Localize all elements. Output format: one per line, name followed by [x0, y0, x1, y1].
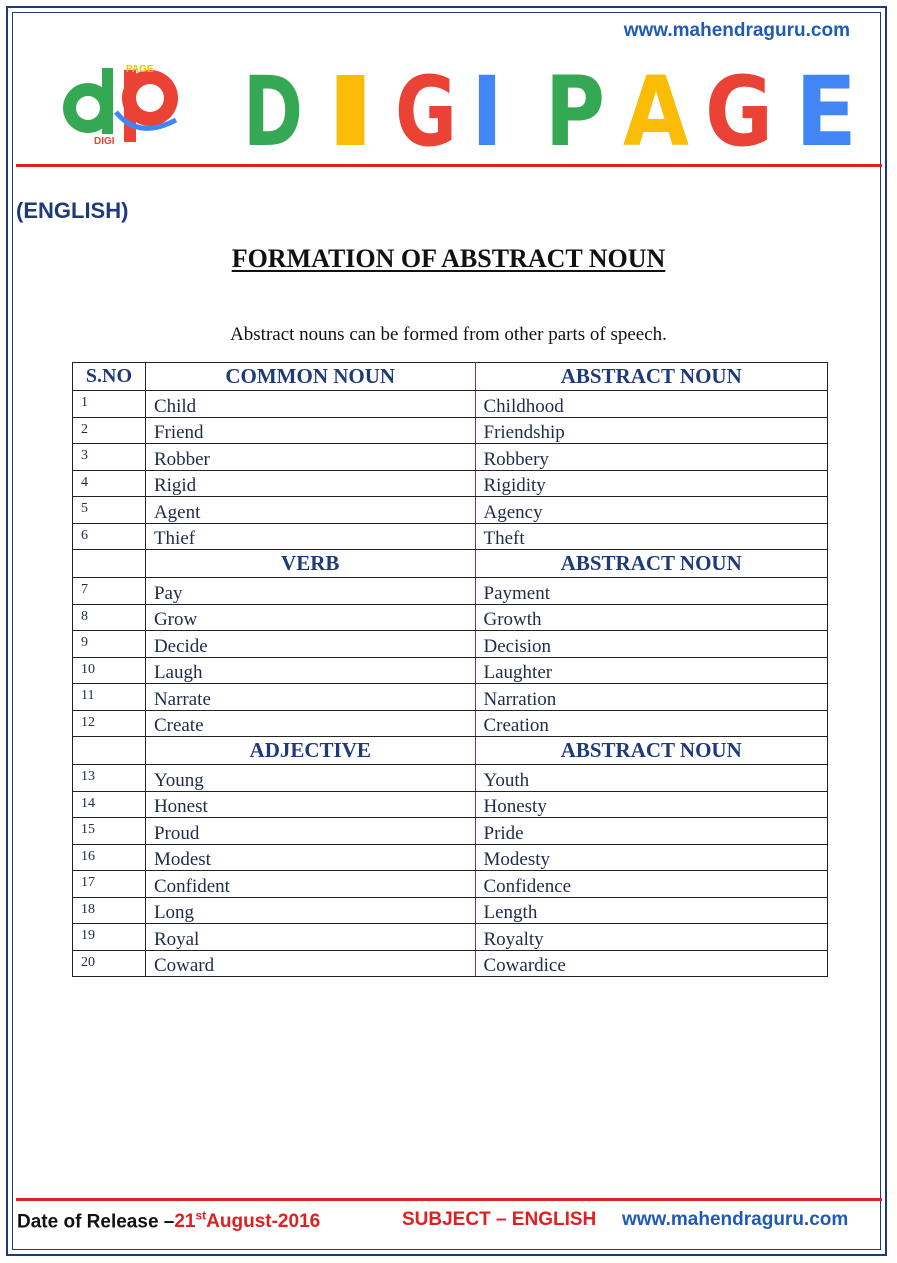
cell-word: Robber	[145, 444, 475, 471]
table-row	[73, 657, 828, 684]
abstract-noun-table	[72, 362, 828, 977]
cell-sno: 18	[73, 897, 146, 924]
cell-sno: 5	[73, 497, 146, 524]
cell-word: Decide	[145, 631, 475, 658]
footer-divider	[16, 1198, 882, 1201]
cell-sno: 16	[73, 844, 146, 871]
digi-page-banner	[243, 60, 863, 150]
cell-abstract-noun: Creation	[475, 710, 828, 737]
banner-letter-e: E	[795, 60, 857, 150]
cell-sno: 6	[73, 523, 146, 550]
header-source-type: ADJECTIVE	[145, 737, 475, 765]
cell-word: Friend	[145, 417, 475, 444]
cell-abstract-noun: Childhood	[475, 391, 828, 418]
table-row	[73, 871, 828, 898]
cell-word: Proud	[145, 818, 475, 845]
cell-word: Create	[145, 710, 475, 737]
cell-abstract-noun: Youth	[475, 765, 828, 792]
logo-text-digi: DIGI	[94, 136, 115, 146]
cell-abstract-noun: Length	[475, 897, 828, 924]
cell-sno: 13	[73, 765, 146, 792]
cell-abstract-noun: Royalty	[475, 924, 828, 951]
table-row	[73, 710, 828, 737]
cell-sno: 19	[73, 924, 146, 951]
cell-abstract-noun: Payment	[475, 578, 828, 605]
header-abstract-noun: ABSTRACT NOUN	[475, 737, 828, 765]
cell-abstract-noun: Theft	[475, 523, 828, 550]
cell-sno: 1	[73, 391, 146, 418]
header-abstract-noun: ABSTRACT NOUN	[475, 363, 828, 391]
section-tag: (ENGLISH)	[16, 198, 129, 223]
cell-word: Laugh	[145, 657, 475, 684]
cell-abstract-noun: Honesty	[475, 791, 828, 818]
cell-word: Narrate	[145, 684, 475, 711]
banner-letter-i1: I	[323, 60, 378, 150]
cell-abstract-noun: Cowardice	[475, 950, 828, 977]
cell-abstract-noun: Narration	[475, 684, 828, 711]
cell-sno: 4	[73, 470, 146, 497]
cell-word: Modest	[145, 844, 475, 871]
cell-sno: 9	[73, 631, 146, 658]
page-title-text: FORMATION OF ABSTRACT NOUN	[231, 244, 666, 273]
cell-sno: 14	[73, 791, 146, 818]
cell-abstract-noun: Modesty	[475, 844, 828, 871]
footer-date-label: Date of Release –	[17, 1211, 175, 1233]
cell-word: Pay	[145, 578, 475, 605]
cell-word: Confident	[145, 871, 475, 898]
cell-word: Young	[145, 765, 475, 792]
header-sno: S.NO	[73, 363, 146, 391]
cell-word: Agent	[145, 497, 475, 524]
table-row	[73, 818, 828, 845]
header-site-url[interactable]: www.mahendraguru.com	[623, 20, 850, 41]
intro-text: Abstract nouns can be formed from other parts of speech.	[230, 324, 667, 345]
cell-sno: 7	[73, 578, 146, 605]
footer-site-url[interactable]: www.mahendraguru.com	[622, 1209, 849, 1230]
cell-sno: 8	[73, 604, 146, 631]
cell-word: Rigid	[145, 470, 475, 497]
cell-abstract-noun: Robbery	[475, 444, 828, 471]
cell-sno: 15	[73, 818, 146, 845]
table-row	[73, 631, 828, 658]
table-row	[73, 765, 828, 792]
banner-letter-d: D	[243, 60, 303, 150]
cell-word: Coward	[145, 950, 475, 977]
cell-abstract-noun: Pride	[475, 818, 828, 845]
header-sno	[73, 737, 146, 765]
footer-release-date	[17, 1209, 320, 1233]
cell-word: Honest	[145, 791, 475, 818]
table-row	[73, 497, 828, 524]
table-group-header	[73, 363, 828, 391]
cell-sno: 11	[73, 684, 146, 711]
header-source-type: VERB	[145, 550, 475, 578]
table-row	[73, 791, 828, 818]
table-row	[73, 684, 828, 711]
banner-letter-p: P	[545, 60, 605, 150]
page-title	[0, 244, 897, 274]
table-row	[73, 578, 828, 605]
cell-abstract-noun: Growth	[475, 604, 828, 631]
banner-letter-i2: I	[471, 60, 503, 150]
table-row	[73, 924, 828, 951]
cell-abstract-noun: Agency	[475, 497, 828, 524]
table-row	[73, 470, 828, 497]
table-row	[73, 417, 828, 444]
footer-date-value: 21stAugust-2016	[174, 1209, 321, 1233]
cell-abstract-noun: Laughter	[475, 657, 828, 684]
cell-word: Child	[145, 391, 475, 418]
table-row	[73, 897, 828, 924]
banner-letter-g2: G	[705, 60, 773, 150]
cell-sno: 12	[73, 710, 146, 737]
cell-abstract-noun: Rigidity	[475, 470, 828, 497]
cell-sno: 17	[73, 871, 146, 898]
cell-word: Grow	[145, 604, 475, 631]
cell-sno: 10	[73, 657, 146, 684]
table-group-header	[73, 737, 828, 765]
cell-sno: 3	[73, 444, 146, 471]
cell-abstract-noun: Decision	[475, 631, 828, 658]
table-row	[73, 391, 828, 418]
cell-word: Long	[145, 897, 475, 924]
cell-word: Thief	[145, 523, 475, 550]
header-source-type: COMMON NOUN	[145, 363, 475, 391]
banner-letter-a: A	[623, 60, 689, 150]
digi-page-logo-icon	[58, 62, 188, 146]
footer-subject: SUBJECT – ENGLISH	[402, 1209, 597, 1230]
header-divider	[16, 164, 882, 167]
table-row	[73, 523, 828, 550]
table-row	[73, 844, 828, 871]
banner-letter-g: G	[395, 60, 457, 150]
cell-abstract-noun: Friendship	[475, 417, 828, 444]
cell-abstract-noun: Confidence	[475, 871, 828, 898]
header-abstract-noun: ABSTRACT NOUN	[475, 550, 828, 578]
header-sno	[73, 550, 146, 578]
table-row	[73, 950, 828, 977]
cell-sno: 20	[73, 950, 146, 977]
cell-word: Royal	[145, 924, 475, 951]
logo-text-page: PAGE	[126, 64, 154, 75]
table-row	[73, 604, 828, 631]
table-group-header	[73, 550, 828, 578]
cell-sno: 2	[73, 417, 146, 444]
table-row	[73, 444, 828, 471]
